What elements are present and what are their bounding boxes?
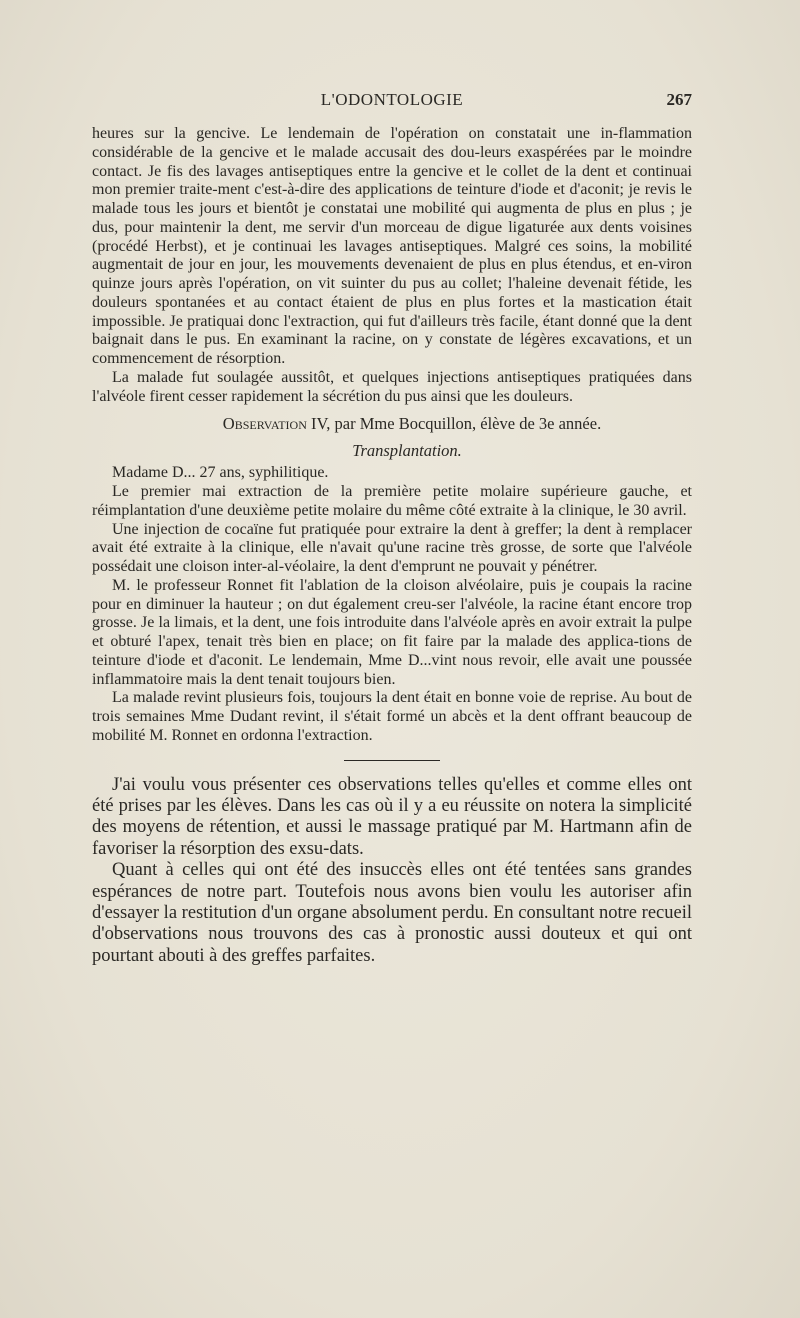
paragraph: Madame D... 27 ans, syphilitique. (112, 464, 329, 482)
observation-author: IV, par Mme Bocquillon, élève de 3e année. (306, 414, 602, 434)
observation-subtitle: Transplantation. (352, 441, 462, 461)
paragraph: Quant à celles qui ont été des insuccès elles ont été tentées sans grandes espérances de notre part. Toutefois nous avons bien voulu les autoriser afin d'essayer la restitution d'un organe absolument perdu. En consultant notre recueil d'observations nous trouvons des cas à pronostic aussi douteux et qui ont pourtant abouti à des greffes parfaites. (92, 860, 692, 966)
page-header (92, 90, 692, 112)
body-text (92, 125, 692, 967)
large-print-section (92, 775, 692, 968)
section-divider (344, 760, 440, 761)
paragraph: La malade revint plusieurs fois, toujours la dent était en bonne voie de reprise. Au bout de trois semaines Mme Dudant revint, il s'était formé un abcès et la dent offrant beaucoup de mobilité M. Ronnet en ordonna l'extraction. (92, 689, 692, 744)
small-print-section (92, 125, 692, 746)
paragraph: M. le professeur Ronnet fit l'ablation de la cloison alvéolaire, puis je coupais la racine pour en diminuer la hauteur ; on dut également creu-ser l'alvéole, la racine étant encore trop grosse. Je la limais, et la dent, une fois introduite dans l'alvéole après en avoir extrait la pulpe et obturé l'apex, tenait très bien en place; on fit faire par la malade des applica-tions de teinture d'iode et d'aconit. Le lendemain, Mme D...vint nous revoir, elle avait une poussée inflammatoire mais la dent tenait toujours bien. (92, 576, 692, 688)
paragraph: La malade fut soulagée aussitôt, et quelques injections antiseptiques pratiquées dans l'alvéole firent cesser rapidement la sécrétion du pus ainsi que les douleurs. (92, 368, 692, 405)
paragraph-continuation: heures sur la gencive. Le lendemain de l'opération on constatait une in-flammation considérable de la gencive et le malade accusait des dou-leurs exaspérées par le moindre contact. Je fis des lavages antiseptiques entre la gencive et le collet de la dent et continuai mon premier traite-ment c'est-à-dire des applications de teinture d'iode et d'aconit; je revis le malade tous les jours et bientôt je constatai une mobilité qui augmenta de plus en plus ; je dus, pour maintenir la dent, me servir d'un morceau de digue ligaturée aux dents voisines (procédé Herbst), et je continuai les lavages antiseptiques. Malgré ces soins, la mobilité augmentait de jour en jour, les mouvements devenaient de plus en plus étendus, et en-viron quinze jours après l'opération, on vit suinter du pus au collet; l'haleine devenait fétide, les douleurs spontanées et au contact étaient de plus en plus fortes et la mastication était impossible. Je pratiquai donc l'extraction, qui fut d'ailleurs très facile, étant donné que la dent baignait dans le pus. En examinant la racine, on y constate de légères excavations, et un commencement de résorption. (92, 125, 692, 367)
paragraph: Une injection de cocaïne fut pratiquée pour extraire la dent à greffer; la dent à remplacer avait été extraite à la clinique, elle n'avait qu'une racine très grosse, de sorte que l'alvéole possédait une cloison inter-al-véolaire, la dent d'emprunt ne pouvait y pénétrer. (92, 520, 692, 575)
page-number: 267 (666, 90, 692, 109)
observation-label: Observation (222, 414, 307, 434)
paragraph: J'ai voulu vous présenter ces observations telles qu'elles et comme elles ont été prises par les élèves. Dans les cas où il y a eu réussite on notera la simplicité des moyens de rétention, et aussi le massage pratiqué par M. Hartmann afin de favoriser la résorption des exsu-dats. (92, 774, 692, 859)
running-title: L'ODONTOLOGIE (320, 90, 464, 109)
observation-heading (92, 414, 692, 434)
paragraph: Le premier mai extraction de la première petite molaire supérieure gauche, et réimplantation d'une deuxième petite molaire du même côté extraite à la clinique, le 30 avril. (92, 483, 692, 519)
